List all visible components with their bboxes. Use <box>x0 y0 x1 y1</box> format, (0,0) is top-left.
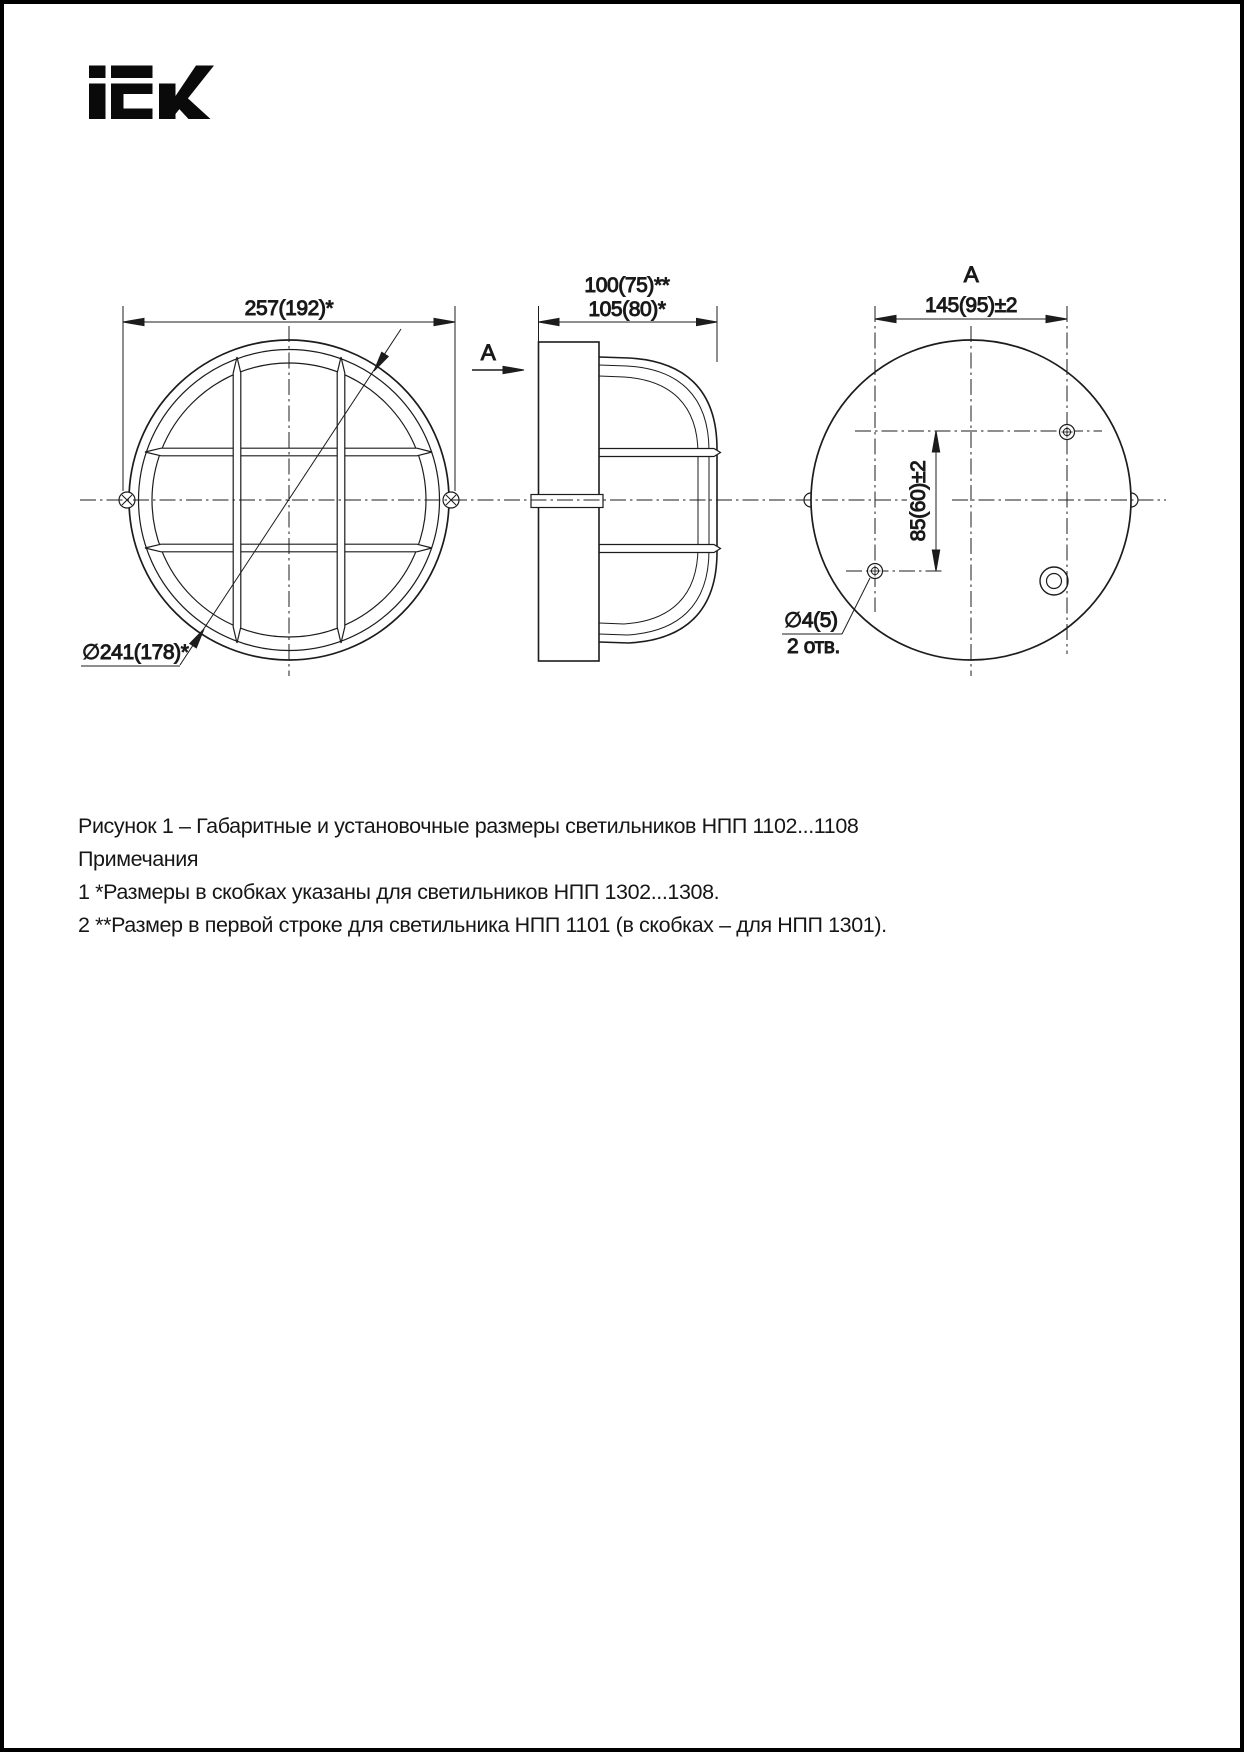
note-1: 1 *Размеры в скобках указаны для светильников НПП 1302...1308. <box>78 880 720 904</box>
grille-bar-profile-top <box>599 449 721 457</box>
logo-letter-k <box>159 66 214 120</box>
rear-hole-count-label: 2 отв. <box>787 635 840 658</box>
arrowhead <box>697 318 718 325</box>
view-direction-label: А <box>480 340 496 365</box>
arrowhead <box>1046 315 1067 322</box>
notes-title: Примечания <box>78 847 199 871</box>
rear-view-label: А <box>963 262 979 287</box>
arrowhead <box>875 315 896 322</box>
latch-screw-profile <box>531 495 603 508</box>
rear-holes-horizontal-dimension: 145(95)±2 <box>925 294 1017 317</box>
mounting-hole-top-right <box>1060 425 1075 440</box>
arrowhead <box>123 318 144 325</box>
front-lens-diameter: ∅241(178)* <box>82 641 189 664</box>
grille-bar-profile-bottom <box>599 545 721 553</box>
side-view <box>472 274 721 661</box>
figure-caption <box>78 810 1138 942</box>
rear-hole-diameter-label: ∅4(5) <box>784 609 838 632</box>
logo-letter-e <box>111 66 153 120</box>
arrowhead <box>539 318 560 325</box>
rear-holes-vertical-dimension: 85(60)±2 <box>907 460 930 542</box>
iek-logo <box>89 66 214 120</box>
note-2: 2 **Размер в первой строке для светильника НПП 1101 (в скобках – для НПП 1301). <box>78 913 887 937</box>
logo-letter-i <box>89 66 106 120</box>
figure-title: Рисунок 1 – Габаритные и установочные размеры светильников НПП 1102...1108 <box>78 814 859 838</box>
mounting-hole-bottom-left <box>868 564 883 579</box>
front-width-dimension: 257(192)* <box>244 297 334 320</box>
rear-view <box>782 262 1138 676</box>
front-view <box>81 297 459 676</box>
diameter-leader-line <box>180 329 401 665</box>
side-depth-dimension-bottom: 105(80)* <box>588 298 666 321</box>
arrowhead <box>503 366 524 373</box>
side-depth-dimension-top: 100(75)** <box>584 274 670 297</box>
arrowhead <box>434 318 455 325</box>
